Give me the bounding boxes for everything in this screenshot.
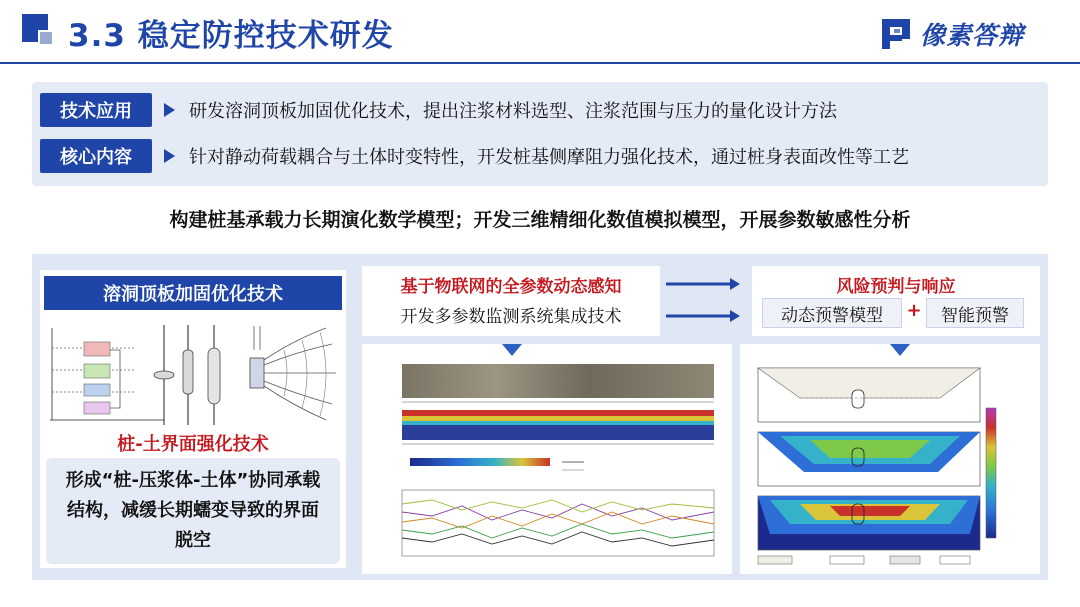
triangle-arrow-icon bbox=[164, 149, 175, 163]
info-text-application: 研发溶洞顶板加固优化技术，提出注浆材料选型、注浆范围与压力的量化设计方法 bbox=[189, 101, 837, 122]
tag-core: 核心内容 bbox=[40, 139, 152, 173]
slide-header bbox=[0, 0, 1080, 66]
risk-profile-graphic bbox=[740, 344, 1040, 574]
right-card-title: 风险预判与响应 bbox=[836, 277, 956, 297]
middle-card-title: 基于物联网的全参数动态感知 bbox=[400, 277, 622, 297]
page-title: 3.3 稳定防控技术研发 bbox=[68, 18, 394, 54]
info-row-application bbox=[40, 93, 837, 127]
logo-icon bbox=[880, 17, 914, 51]
summary-text: 构建桩基承载力长期演化数学模型；开发三维精细化数值模拟模型，开展参数敏感性分析 bbox=[169, 209, 911, 231]
info-block bbox=[32, 82, 1048, 186]
smart-warning-box: 智能预警 bbox=[926, 298, 1024, 328]
right-arrows-icon bbox=[664, 270, 742, 330]
brand-logo bbox=[880, 16, 1024, 52]
header-decor-square-small bbox=[40, 32, 52, 44]
monitoring-figure-graphic bbox=[362, 344, 732, 574]
info-text-core: 针对静动荷载耦合与土体时变特性，开发桩基侧摩阻力强化技术，通过桩身表面改性等工艺 bbox=[189, 147, 909, 168]
tag-application: 技术应用 bbox=[40, 93, 152, 127]
triangle-arrow-icon bbox=[164, 103, 175, 117]
monitoring-figure bbox=[362, 344, 732, 574]
header-divider bbox=[0, 62, 1080, 64]
risk-profile-figure bbox=[740, 344, 1040, 574]
warning-model-box: 动态预警模型 bbox=[762, 298, 902, 328]
pile-reinforcement-diagram bbox=[44, 320, 342, 430]
middle-card-subtitle: 开发多参数监测系统集成技术 bbox=[400, 307, 622, 327]
left-card-description: 形成“桩-压浆体-土体”协同承载结构，减缓长期蠕变导致的界面脱空 bbox=[46, 458, 340, 564]
left-card-subtitle: 桩-土界面强化技术 bbox=[117, 434, 269, 455]
plus-sign: + bbox=[906, 300, 922, 321]
left-card-title: 溶洞顶板加固优化技术 bbox=[44, 276, 342, 310]
info-row-core bbox=[40, 139, 909, 173]
logo-text: 像素答辩 bbox=[920, 21, 1025, 50]
